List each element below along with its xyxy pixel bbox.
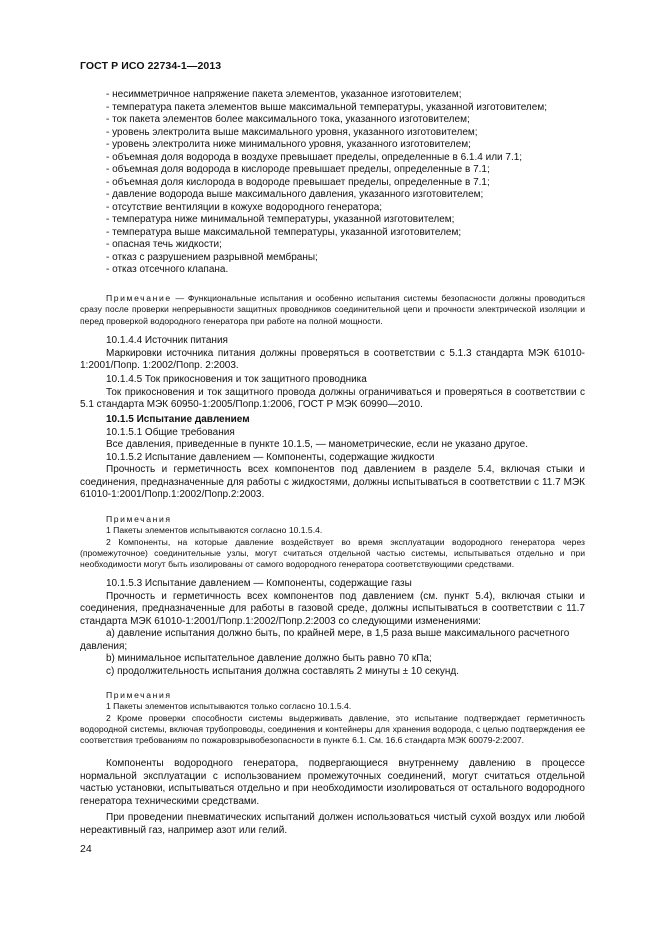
final-paragraphs (80, 758, 585, 837)
list-item: - отказ с разрушением разрывной мембраны; (106, 251, 318, 263)
note-item: 1 Пакеты элементов испытываются только согласно 10.1.5.4. (106, 701, 352, 712)
failure-conditions-list (80, 89, 585, 277)
paragraph: При проведении пневматических испытаний должен использоваться чистый сухой воздух или любой нереактивный газ, например азот или гелий. (80, 812, 585, 836)
list-item: - давление водорода выше максимального давления, указанного изготовителем; (106, 189, 484, 200)
list-item: - отказ отсечного клапана. (106, 264, 229, 275)
condition-a: a) давление испытания должно быть, по крайней мере, в 1,5 раза выше максимального расчетного давления; (80, 628, 570, 652)
section-10-1-4-5 (80, 374, 585, 412)
section-heading: 10.1.4.4 Источник питания (106, 335, 228, 346)
list-item: - температура выше максимальной температуры, указанной изготовителем; (106, 226, 462, 238)
section-10-1-4-4 (80, 335, 585, 373)
list-item: - отсутствие вентиляции в кожухе водородного генератора; (106, 201, 383, 213)
list-item: - объемная доля кислорода в водороде превышает пределы, определенные в 7.1; (106, 176, 490, 188)
section-heading: 10.1.5 Испытание давлением (106, 414, 250, 425)
list-item: - температура ниже минимальной температуры, указанной изготовителем; (106, 214, 455, 225)
section-text: Прочность и герметичность всех компонентов под давлением (см. пункт 5.4), включая стыки и соединения, предназначенные для работы в газовой среде, должны испытываться в соответствии с 11.7 стандарта МЭК 61010-1:2001/Попр.1:2002/Попр.2:2003 со следующими изменениями: (80, 590, 585, 627)
notes-label: Примечания (106, 690, 172, 700)
list-item: - несимметричное напряжение пакета элементов, указанное изготовителем; (106, 89, 462, 100)
section-text: Прочность и герметичность всех компонентов под давлением в разделе 5.4, включая стыки и соединения, предназначенные для работы с жидкостями, должны испытываться в соответствии с 11.7 МЭК 61010-1:2001/Попр.1:2002/Попр.2:2003. (80, 464, 585, 500)
list-item: - объемная доля водорода в воздухе превышает пределы, определенные в 6.1.4 или 7.1; (106, 151, 523, 163)
paragraph: Компоненты водородного генератора, подвергающиеся внутреннему давлению в процессе нормальной эксплуатации с использованием промежуточных соединений, могут считаться отдельной частью установки, испытываться отдельно и при необходимости изолироваться от остального водородного генератора техническими средствами. (80, 758, 585, 807)
condition-b: b) минимальное испытательное давление должно быть равно 70 кПа; (106, 653, 432, 664)
list-item: - температура пакета элементов выше максимальной температуры, указанной изготовителем; (106, 101, 547, 113)
list-item: - опасная течь жидкости; (106, 239, 222, 250)
note-item: 2 Кроме проверки способности системы выдерживать давление, это испытание подтверждает герметичность водородной системы, включая трубопроводы, соединения и контейнеры для хранения водорода, с целью подтверждения ее соответствия требованиям по пожаровзрывобезопасности в пункте 6.1. См. 16.6 стандарта МЭК 60079-2:2007. (80, 712, 585, 746)
section-text: Маркировки источника питания должны проверяться в соответствии с 5.1.3 стандарта МЭК 61010-1:2001/Попр. 1:2002/Попр. 2:2003. (80, 347, 585, 371)
notes-liquids (80, 514, 585, 570)
list-item: - уровень электролита ниже минимального уровня, указанного изготовителем; (106, 139, 471, 150)
notes-gases (80, 690, 585, 746)
note-label: Примечание (106, 293, 172, 303)
note-item: 1 Пакеты элементов испытываются согласно 10.1.5.4. (106, 525, 323, 536)
page-number: 24 (80, 843, 92, 855)
section-text: Все давления, приведенные в пункте 10.1.5, — манометрические, если не указано другое. (106, 439, 528, 450)
section-heading: 10.1.5.3 Испытание давлением — Компоненты, содержащие газы (106, 578, 412, 589)
note-item: 2 Компоненты, на которые давление воздействует во время эксплуатации водородного генератора через (промежуточное) соединительные узлы, могут считаться отдельной частью системы, испытываться отдельно и при необходимости могут быть изолированы от самого водородного генератора соответствующими средствами. (80, 536, 585, 570)
list-item: - ток пакета элементов более максимального тока, указанного изготовителем; (106, 114, 470, 125)
section-heading: 10.1.4.5 Ток прикосновения и ток защитного проводника (106, 374, 367, 385)
section-heading: 10.1.5.2 Испытание давлением — Компоненты, содержащие жидкости (106, 451, 435, 463)
section-10-1-5 (80, 414, 585, 502)
notes-label: Примечания (106, 514, 172, 524)
note-functional-tests (80, 293, 585, 327)
condition-c: c) продолжительность испытания должна составлять 2 минуты ± 10 секунд. (106, 665, 460, 677)
list-item: - объемная доля водорода в кислороде превышает пределы, определенные в 7.1; (106, 164, 490, 175)
section-heading: 10.1.5.1 Общие требования (106, 426, 235, 438)
section-10-1-5-3 (80, 578, 585, 678)
note-text: — Функциональные испытания и особенно испытания системы безопасности должны проводиться сразу после проверки непрерывности защитных проводников соединительной цепи и прочности электрической изоляции и перед проверкой водородного генератора при работе на полной мощности. (80, 293, 585, 326)
section-text: Ток прикосновения и ток защитного провода должны ограничиваться и проверяться в соответствии с 5.1 стандарта МЭК 60950-1:2005/Попр.1:2006, ГОСТ Р МЭК 60990—2010. (80, 386, 585, 410)
document-header: ГОСТ Р ИСО 22734-1—2013 (80, 60, 222, 72)
list-item: - уровень электролита выше максимального уровня, указанного изготовителем; (106, 126, 478, 138)
